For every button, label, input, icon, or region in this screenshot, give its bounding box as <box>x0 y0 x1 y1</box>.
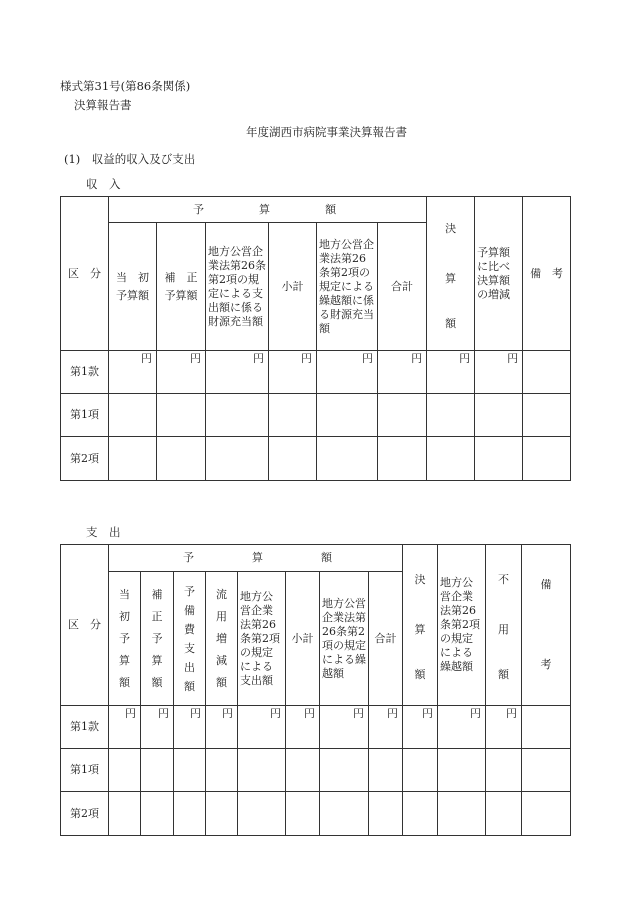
document-type: 決算報告書 <box>74 98 132 112</box>
row-label: 第2項 <box>61 437 109 481</box>
unit-label: 円 <box>317 351 378 394</box>
yosan-group-header: 予 算 額 <box>109 197 427 223</box>
biko-header: 備 考 <box>522 545 571 706</box>
expense-table <box>60 544 571 836</box>
table-row <box>61 749 571 792</box>
section-heading: (1) 収益的収入及び支出 <box>64 152 196 166</box>
row-label: 第1項 <box>61 749 109 792</box>
income-label: 収 入 <box>86 177 121 191</box>
row-label: 第1款 <box>61 706 109 749</box>
row-label: 第2項 <box>61 792 109 836</box>
shokei-header: 小計 <box>286 572 320 706</box>
table-row <box>61 351 571 394</box>
toshyo-header: 当 初 予 算 額 <box>109 572 141 706</box>
table-row <box>61 706 571 749</box>
gokei-header: 合計 <box>378 223 427 351</box>
kubun-header: 区 分 <box>61 545 109 706</box>
biko-header: 備 考 <box>523 197 571 351</box>
yokunen-kurikoshi-header: 地方公営企業法第26条第2項の規定による繰越額 <box>438 545 486 706</box>
form-number: 様式第31号(第86条関係) <box>60 79 191 93</box>
zougen-header: 予算額に比べ決算額の増減 <box>475 197 523 351</box>
income-table <box>60 196 571 481</box>
unit-label: 円 <box>427 351 475 394</box>
unit-label: 円 <box>206 351 269 394</box>
empty-cell <box>523 351 571 394</box>
unit-label: 円 <box>109 351 157 394</box>
shishutsu-header: 地方公営企業法第26条第2項の規定による支出額 <box>238 572 286 706</box>
unit-label: 円 <box>174 706 206 749</box>
ryuyo-header: 流 用 増 減 額 <box>206 572 238 706</box>
unit-label: 円 <box>403 706 438 749</box>
shokei-header: 小計 <box>269 223 317 351</box>
table-row <box>61 792 571 836</box>
toshyo-header: 当 初 予算額 <box>109 223 157 351</box>
empty-cell <box>522 706 571 749</box>
expense-label: 支 出 <box>86 525 121 539</box>
kessan-header: 決 算 額 <box>427 197 475 351</box>
unit-label: 円 <box>157 351 206 394</box>
table-row <box>61 394 571 437</box>
page-title: 年度湖西市病院事業決算報告書 <box>246 125 407 139</box>
unit-label: 円 <box>286 706 320 749</box>
row-label: 第1款 <box>61 351 109 394</box>
unit-label: 円 <box>369 706 403 749</box>
row-label: 第1項 <box>61 394 109 437</box>
hosei-header: 補 正 予算額 <box>157 223 206 351</box>
fuyo-header: 不 用 額 <box>486 545 522 706</box>
yosan-group-header: 予 算 額 <box>109 545 403 572</box>
hosei-header: 補 正 予 算 額 <box>141 572 174 706</box>
unit-label: 円 <box>269 351 317 394</box>
table-row <box>61 437 571 481</box>
yobihi-header: 予 備 費 支 出 額 <box>174 572 206 706</box>
unit-label: 円 <box>141 706 174 749</box>
gokei-header: 合計 <box>369 572 403 706</box>
kubun-header: 区 分 <box>61 197 109 351</box>
kessan-header: 決 算 額 <box>403 545 438 706</box>
unit-label: 円 <box>109 706 141 749</box>
unit-label: 円 <box>475 351 523 394</box>
unit-label: 円 <box>438 706 486 749</box>
unit-label: 円 <box>206 706 238 749</box>
unit-label: 円 <box>486 706 522 749</box>
shishutsu-zaigen-header: 地方公営企業法第26条第2項の規定による支出額に係る財源充当額 <box>206 223 269 351</box>
unit-label: 円 <box>378 351 427 394</box>
kurikoshi-header: 地方公営企業法第26条第2項の規定による繰越額 <box>320 572 369 706</box>
kurikoshi-zaigen-header: 地方公営企業法第26条第2項の規定による繰越額に係る財源充当額 <box>317 223 378 351</box>
unit-label: 円 <box>238 706 286 749</box>
unit-label: 円 <box>320 706 369 749</box>
